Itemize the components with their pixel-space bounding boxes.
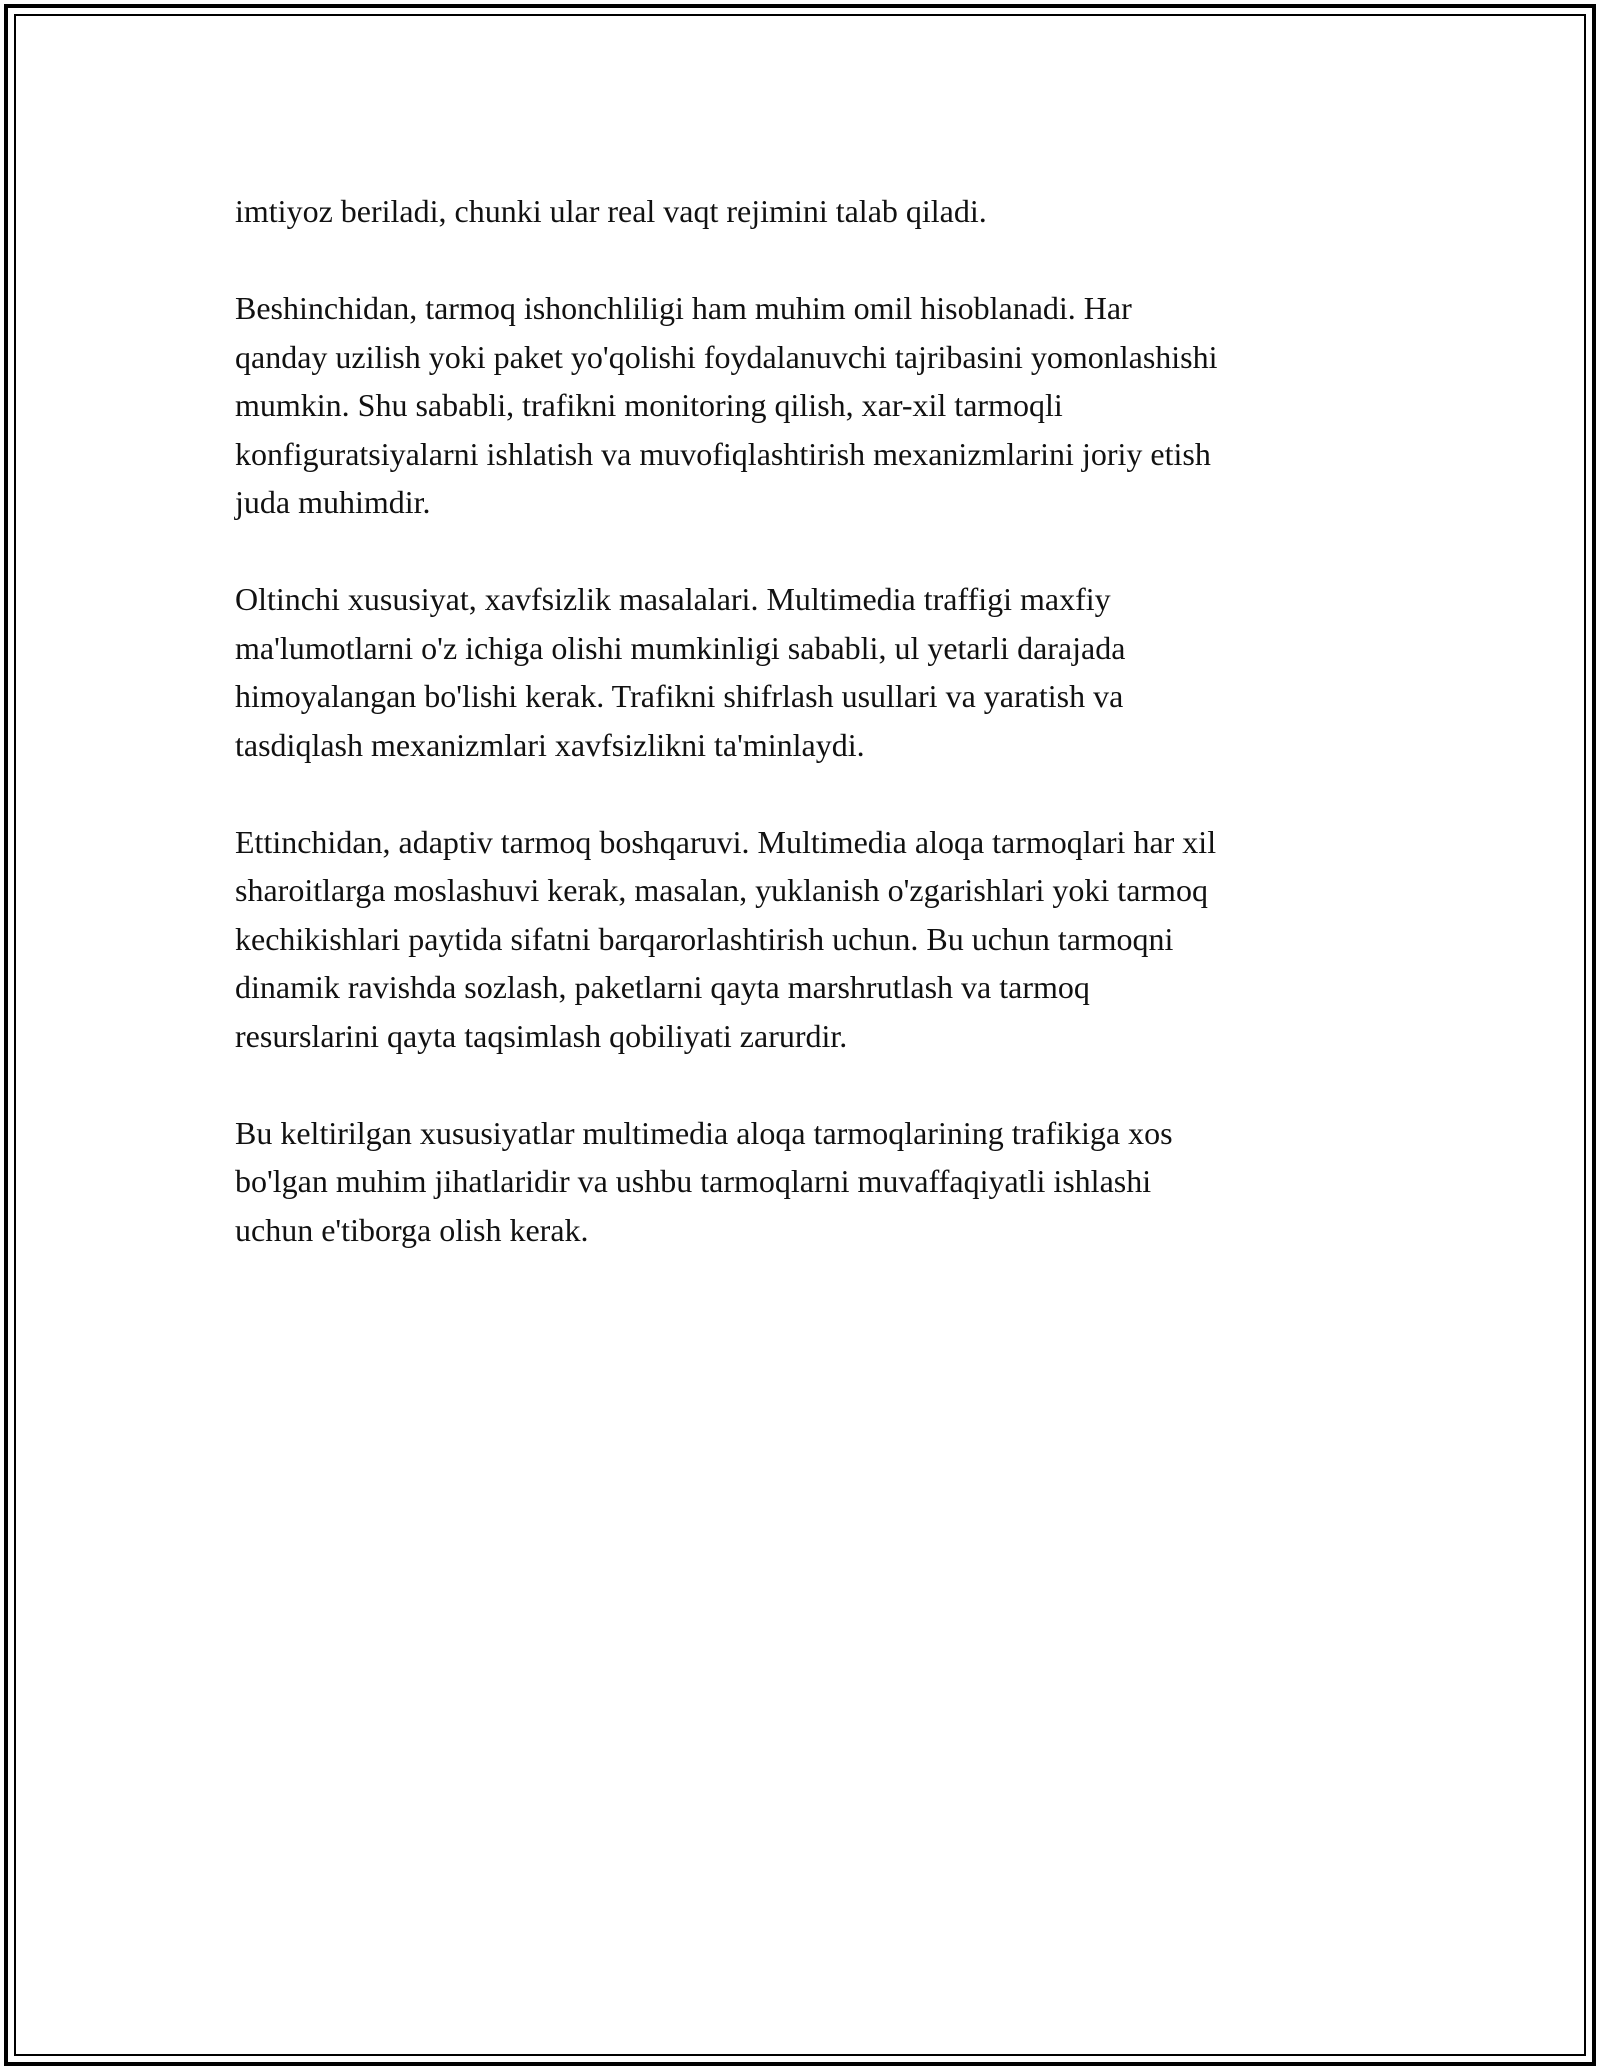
paragraph-4: Ettinchidan, adaptiv tarmoq boshqaruvi. Multimedia aloqa tarmoqlari har xil sharoitlarga moslashuvi kerak, masalan, yuklanish o'zgarishlari yoki tarmoq kechikishlari paytida sifatni barqarorlashtirish uchun. Bu uchun tarmoqni dinamik ravishda sozlash, paketlarni qayta marshrutlash va tarmoq resurslarini qayta taqsimlash qobiliyati zarurdir. bbox=[235, 823, 1217, 1054]
paragraph-2: Beshinchidan, tarmoq ishonchliligi ham muhim omil hisoblanadi. Har qanday uzilish yoki paket yo'qolishi foydalanuvchi tajribasini yomonlashishi mumkin. Shu sababli, trafikni monitoring qilish, xar-xil tarmoqli konfiguratsiyalarni ishlatish va muvofiqlashtirish mexanizmlarini joriy etish juda muhimdir. bbox=[235, 290, 1218, 520]
document-body bbox=[235, 187, 1375, 1254]
paragraph-1: imtiyoz beriladi, chunki ular real vaqt rejimini talab qiladi. bbox=[235, 193, 987, 229]
paragraph-3: Oltinchi xususiyat, xavfsizlik masalalari. Multimedia traffigi maxfiy ma'lumotlarni o'z ichiga olishi mumkinligi sababli, ul yetarli darajada himoyalangan bo'lishi kerak. Trafikni shifrlash usullari va yaratish va tasdiqlash mexanizmlari xavfsizlikni ta'minlaydi. bbox=[235, 581, 1126, 763]
paragraph-5: Bu keltirilgan xususiyatlar multimedia aloqa tarmoqlarining trafikiga xos bo'lgan muhim jihatlaridir va ushbu tarmoqlarni muvaffaqiyatli ishlashi uchun e'tiborga olish kerak. bbox=[235, 1114, 1173, 1248]
